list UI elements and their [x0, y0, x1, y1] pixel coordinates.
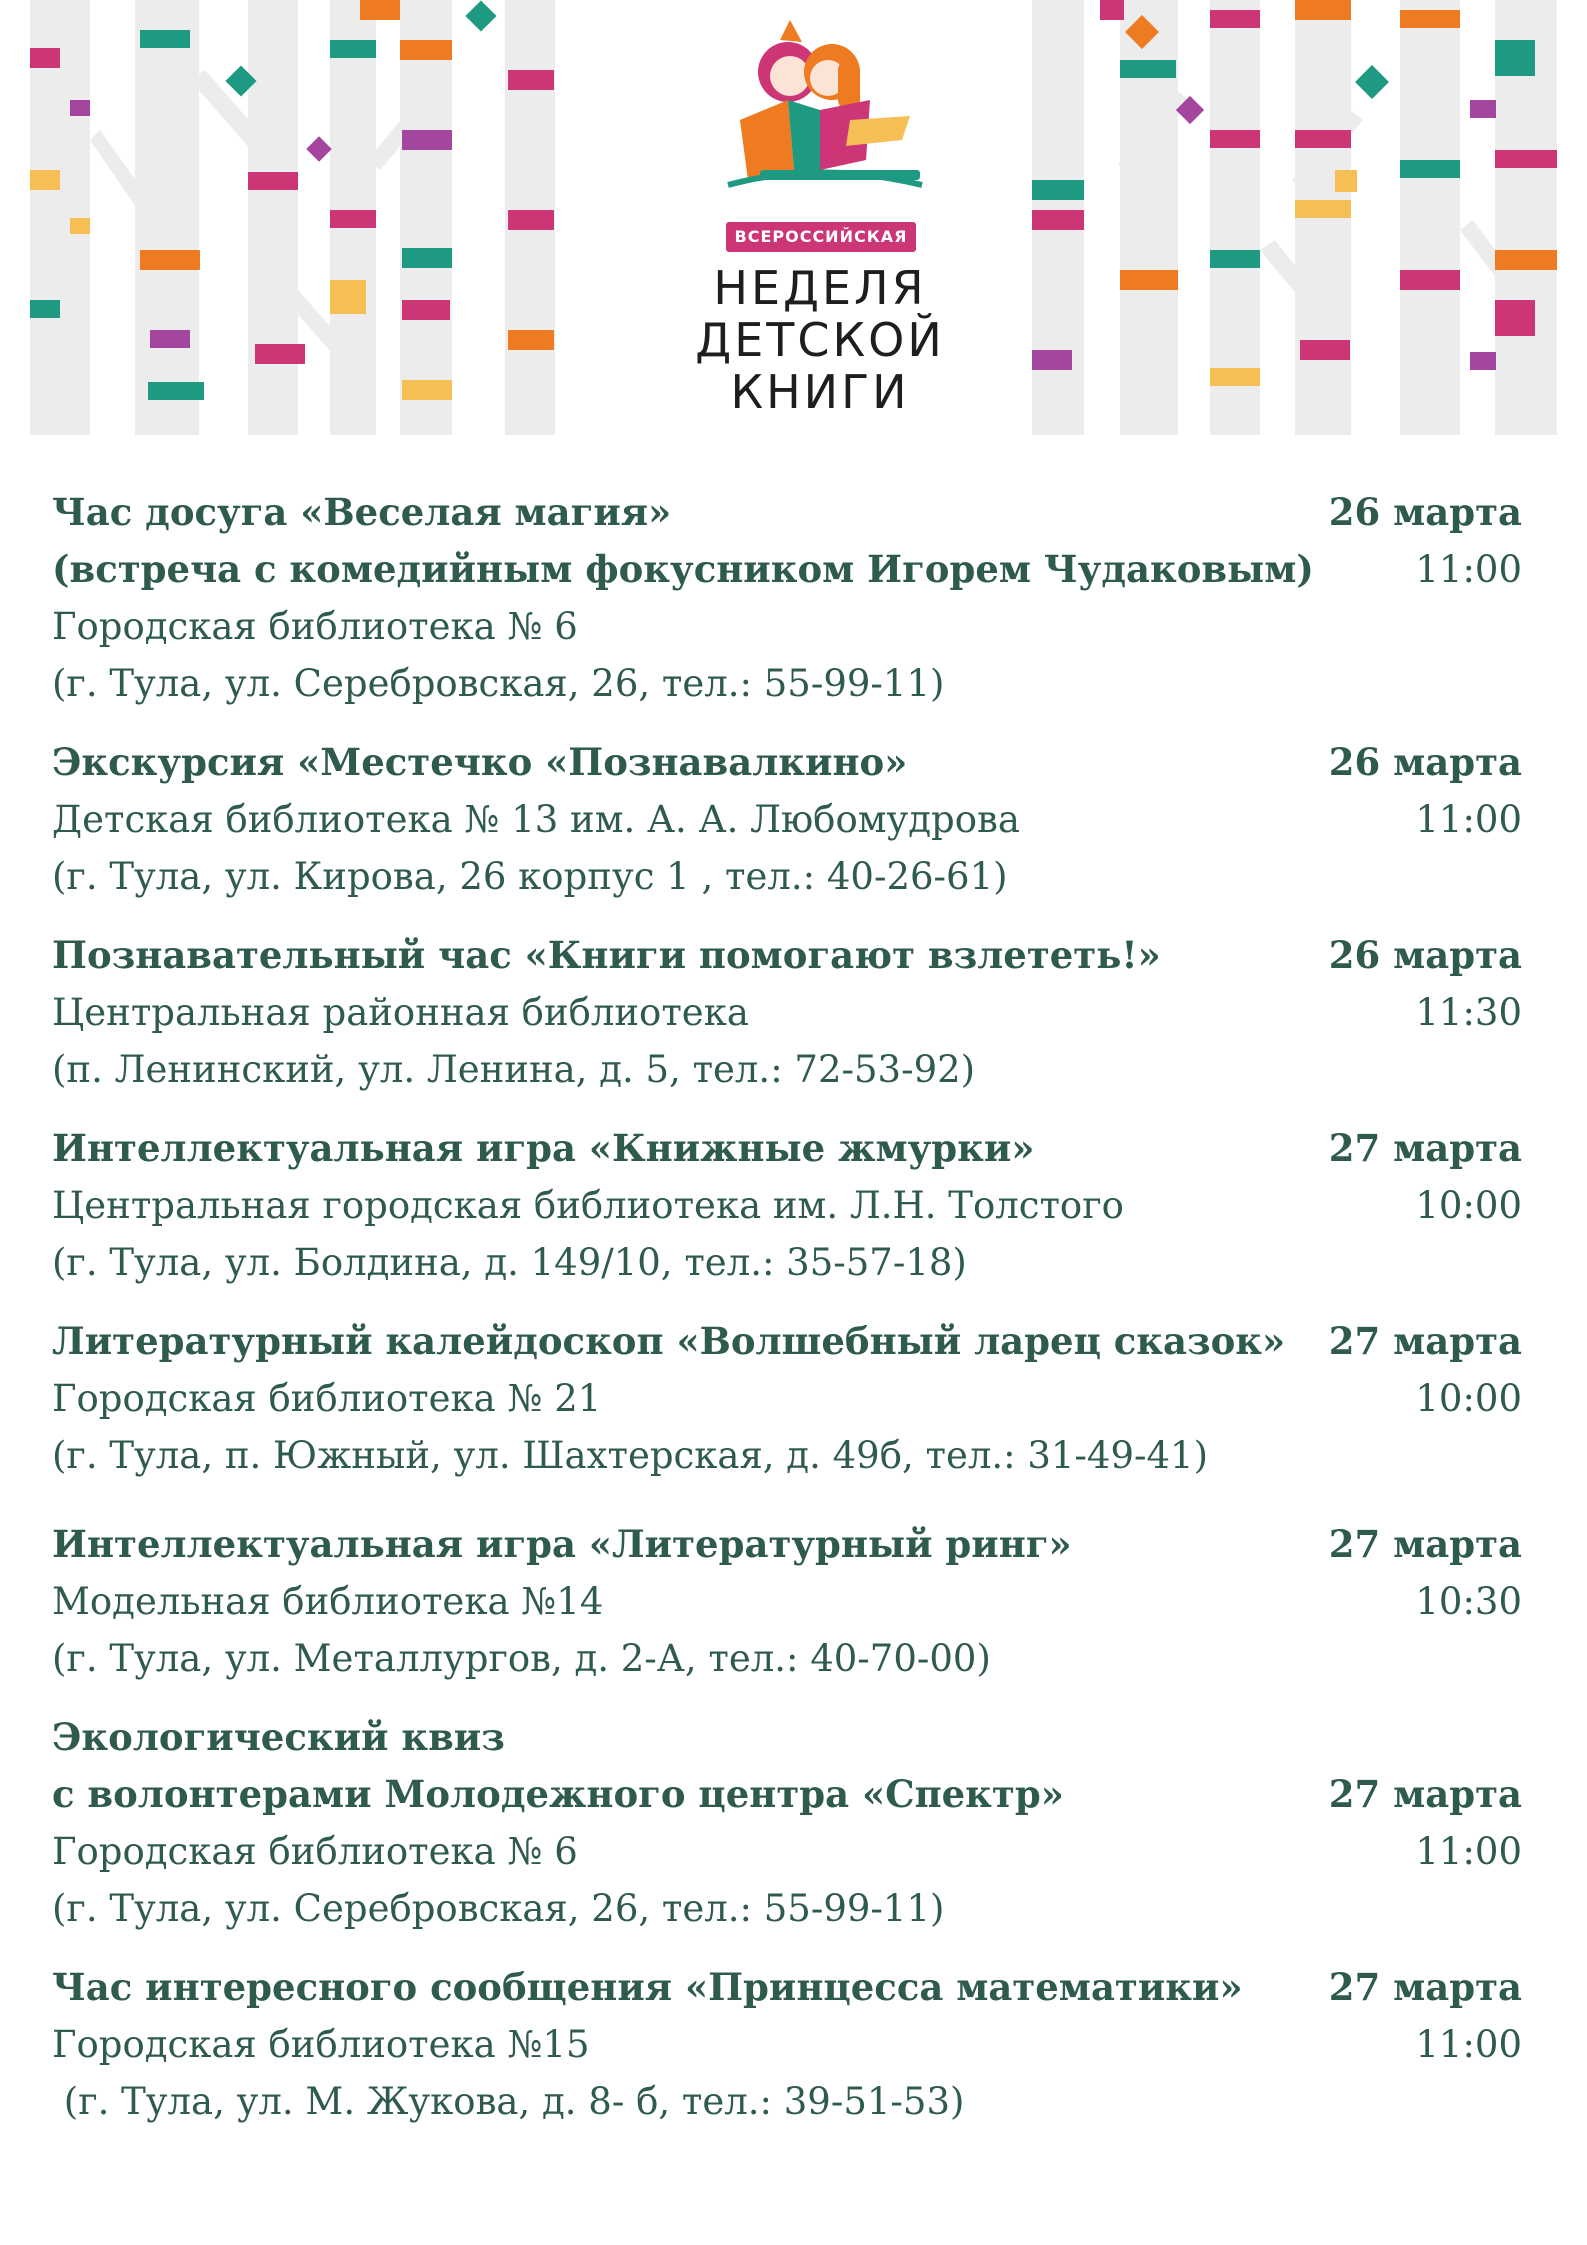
event-schedule [1329, 1516, 1522, 1630]
event-venue: Центральная городская библиотека им. Л.Н. Толстого [52, 1184, 1124, 1227]
event-schedule [1329, 1766, 1522, 1880]
event-item [52, 734, 1522, 905]
event-venue: Модельная библиотека №14 [52, 1580, 604, 1623]
event-time: 10:00 [1415, 1184, 1522, 1227]
event-schedule [1329, 1313, 1522, 1427]
event-title: Экологический квиз [52, 1715, 505, 1759]
event-list [52, 484, 1522, 2130]
logo-badge: ВСЕРОССИЙСКАЯ [726, 222, 916, 252]
event-venue: Городская библиотека № 6 [52, 605, 578, 648]
logo-title-line: НЕДЕЛЯ [713, 261, 927, 315]
event-title: Час досуга «Веселая магия» [52, 490, 672, 534]
event-time: 11:00 [1415, 798, 1522, 841]
event-date: 26 марта [1328, 490, 1522, 534]
event-logo [670, 0, 970, 435]
event-schedule [1329, 484, 1522, 598]
event-venue: Городская библиотека №15 [52, 2023, 590, 2066]
logo-title [670, 262, 970, 418]
event-date: 27 марта [1328, 1772, 1522, 1816]
event-date: 26 марта [1328, 933, 1522, 977]
event-schedule [1329, 1959, 1522, 2073]
event-title: с волонтерами Молодежного центра «Спектр» [52, 1772, 1064, 1816]
children-reading-icon [670, 0, 970, 210]
event-address: (г. Тула, ул. Серебровская, 26, тел.: 55-99-11) [52, 662, 945, 705]
logo-title-line: КНИГИ [730, 365, 910, 419]
event-title: Час интересного сообщения «Принцесса математики» [52, 1965, 1243, 2009]
event-item [52, 1709, 1522, 1937]
event-address: (г. Тула, ул. Кирова, 26 корпус 1 , тел.: 40-26-61) [52, 855, 1008, 898]
event-schedule [1329, 927, 1522, 1041]
logo-title-line: ДЕТСКОЙ [695, 313, 945, 367]
event-schedule [1329, 1120, 1522, 1234]
event-time: 11:00 [1415, 548, 1522, 591]
event-time: 11:00 [1415, 2023, 1522, 2066]
event-time: 11:30 [1415, 991, 1522, 1034]
event-date: 27 марта [1328, 1319, 1522, 1363]
event-venue: Центральная районная библиотека [52, 991, 749, 1034]
event-title: Интеллектуальная игра «Литературный ринг» [52, 1522, 1072, 1566]
event-item [52, 1313, 1522, 1484]
event-date: 27 марта [1328, 1126, 1522, 1170]
event-title: Интеллектуальная игра «Книжные жмурки» [52, 1126, 1035, 1170]
event-title: Познавательный час «Книги помогают взлететь!» [52, 933, 1161, 977]
event-date: 27 марта [1328, 1522, 1522, 1566]
event-time: 10:30 [1415, 1580, 1522, 1623]
event-time: 11:00 [1415, 1830, 1522, 1873]
event-address: (г. Тула, ул. М. Жукова, д. 8- б, тел.: 39-51-53) [52, 2080, 965, 2123]
event-venue: Городская библиотека № 21 [52, 1377, 602, 1420]
event-address: (г. Тула, ул. Болдина, д. 149/10, тел.: 35-57-18) [52, 1241, 967, 1284]
event-item [52, 1120, 1522, 1291]
event-title: (встреча с комедийным фокусником Игорем Чудаковым) [52, 547, 1314, 591]
event-date: 26 марта [1328, 740, 1522, 784]
event-address: (г. Тула, ул. Металлургов, д. 2-А, тел.: 40-70-00) [52, 1637, 991, 1680]
event-item [52, 927, 1522, 1098]
event-time: 10:00 [1415, 1377, 1522, 1420]
event-venue: Детская библиотека № 13 им. А. А. Любомудрова [52, 798, 1020, 841]
event-item [52, 484, 1522, 712]
event-address: (п. Ленинский, ул. Ленина, д. 5, тел.: 72-53-92) [52, 1048, 976, 1091]
header-banner [30, 0, 1557, 435]
event-address: (г. Тула, п. Южный, ул. Шахтерская, д. 49б, тел.: 31-49-41) [52, 1434, 1209, 1477]
event-venue: Городская библиотека № 6 [52, 1830, 578, 1873]
event-address: (г. Тула, ул. Серебровская, 26, тел.: 55-99-11) [52, 1887, 945, 1930]
event-date: 27 марта [1328, 1965, 1522, 2009]
event-title: Литературный калейдоскоп «Волшебный ларец сказок» [52, 1319, 1286, 1363]
event-item [52, 1516, 1522, 1687]
event-schedule [1329, 734, 1522, 848]
event-item [52, 1959, 1522, 2130]
event-title: Экскурсия «Местечко «Познавалкино» [52, 740, 908, 784]
